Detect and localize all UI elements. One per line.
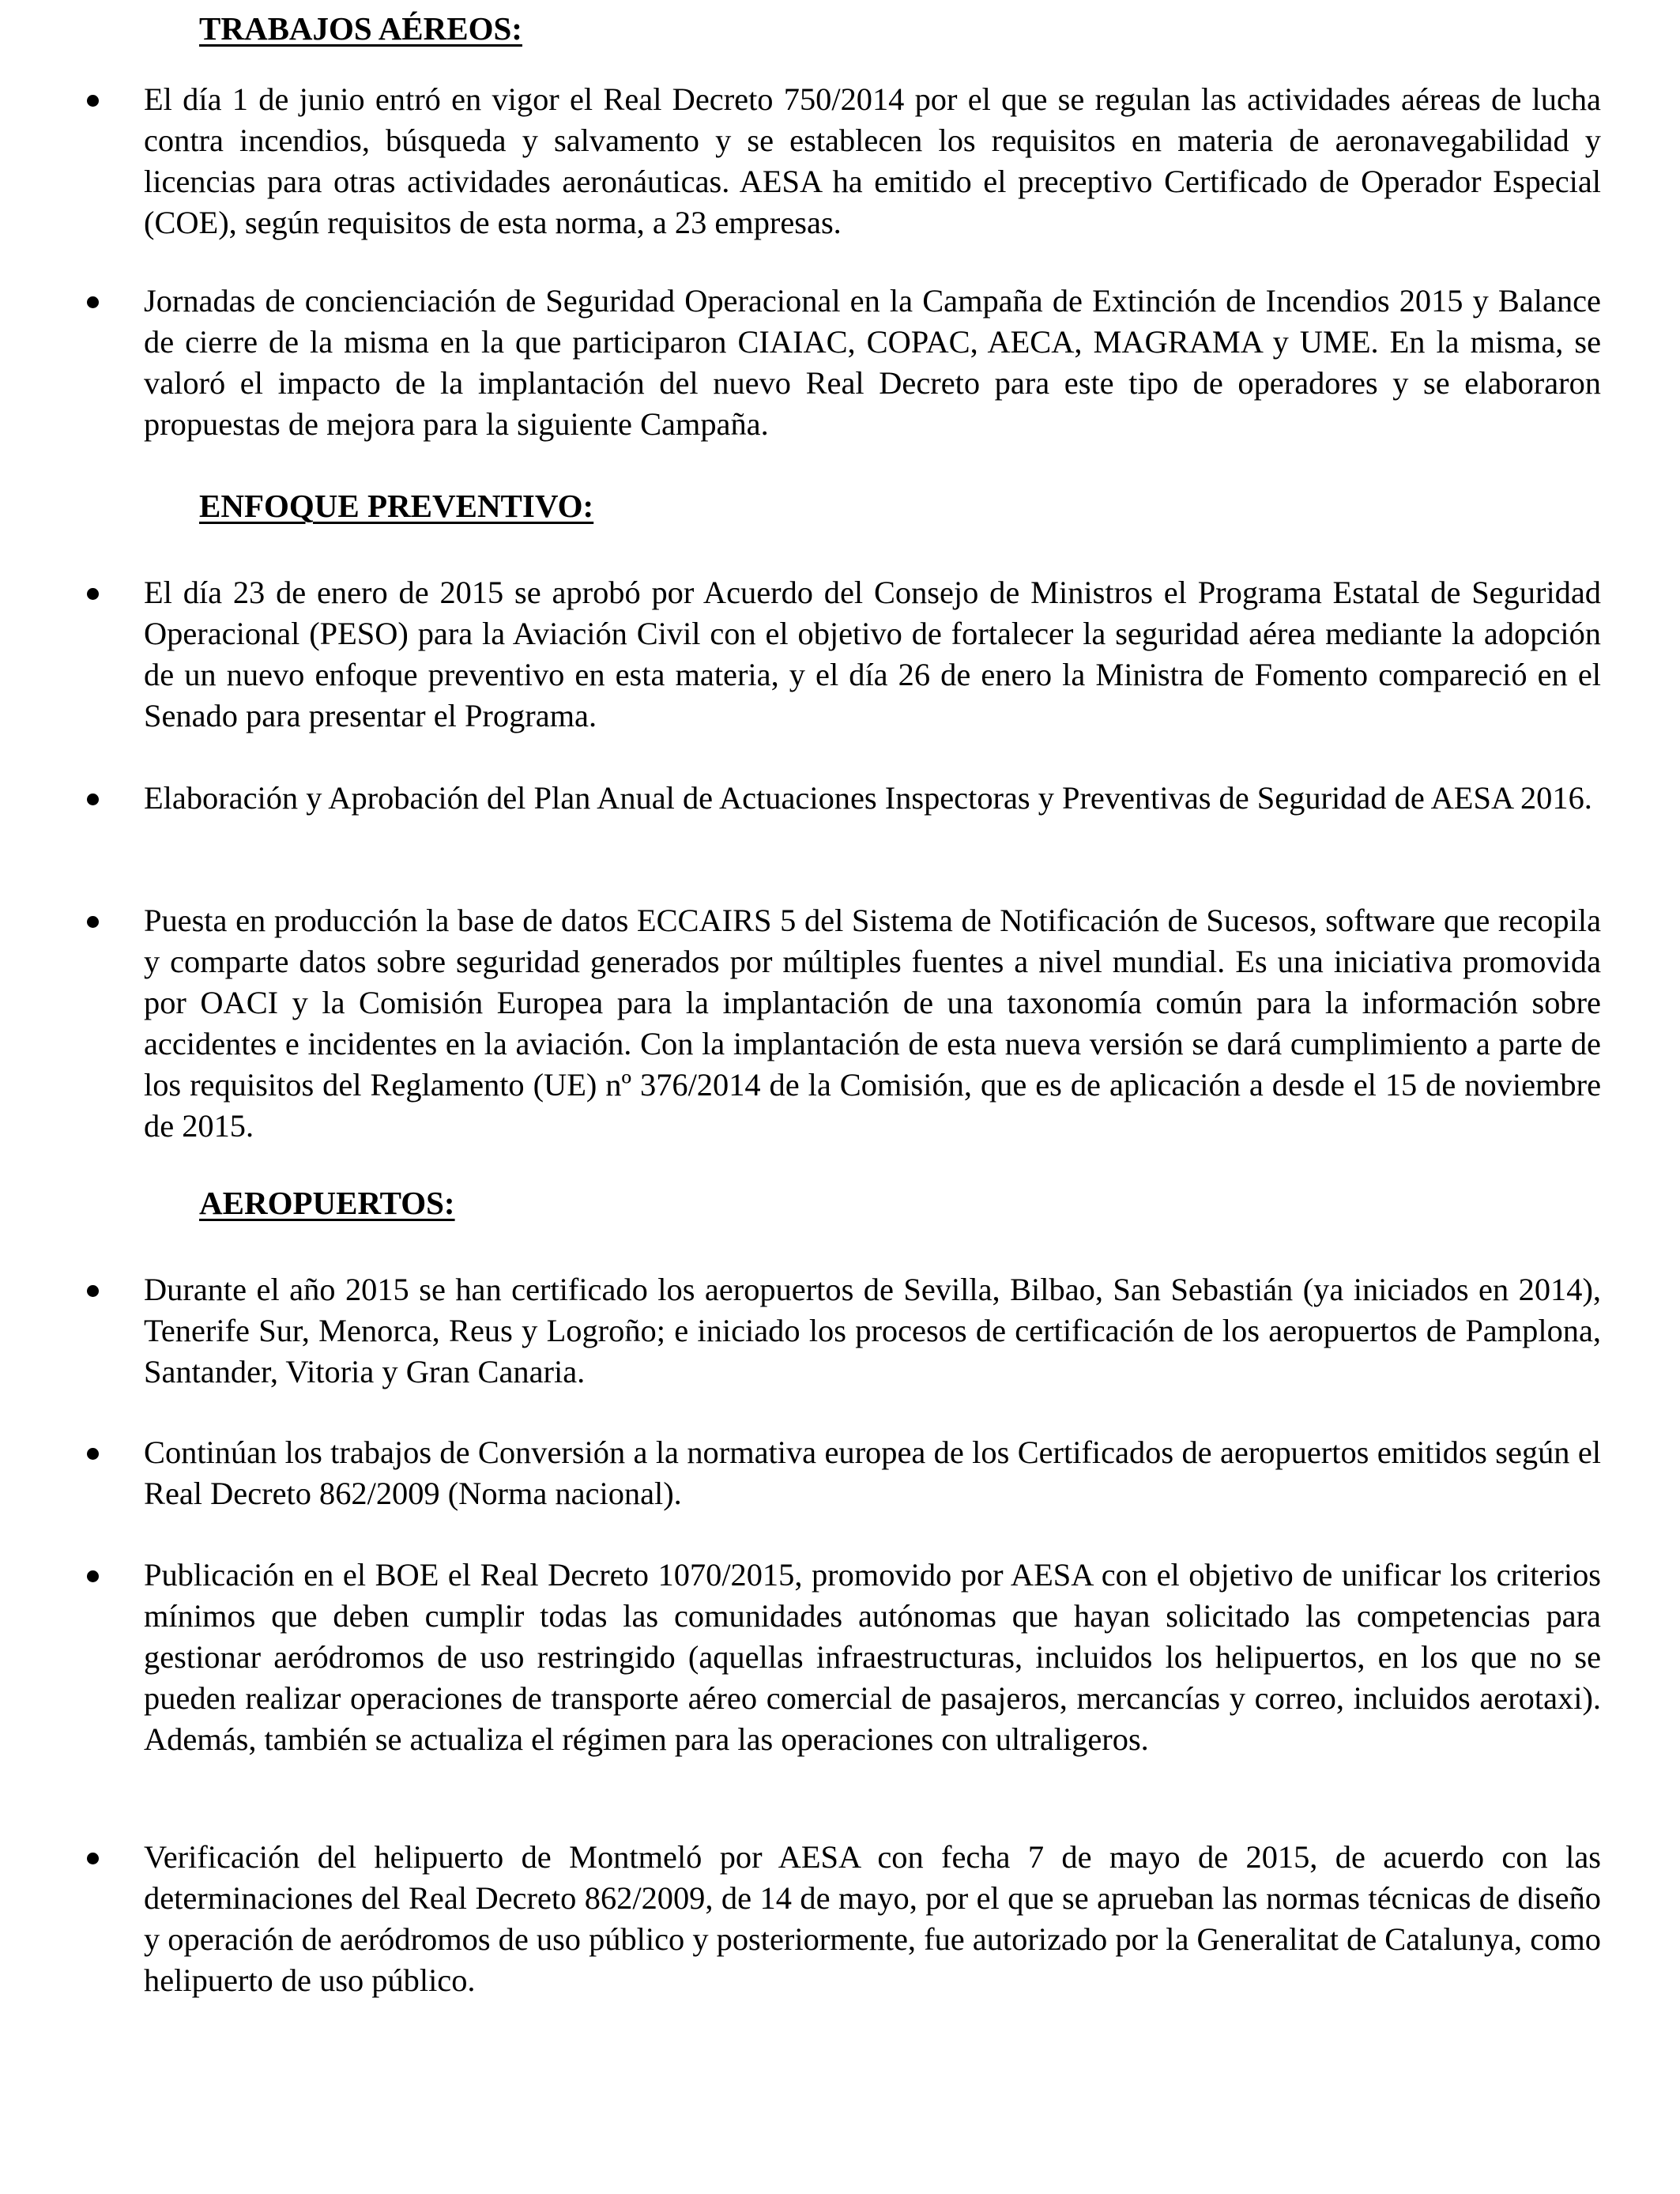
paragraph: Puesta en producción la base de datos ECCAIRS 5 del Sistema de Notificación de Sucesos, software que recopila y comparte datos sobre seguridad generados por múltiples fuentes a nivel mundial. Es una iniciativa promovida por OACI y la Comisión Europea para la implantación de una taxonomía común para la información sobre accidentes e incidentes en la aviación. Con la implantación de esta nueva versión se dará cumplimiento a parte de los requisitos del Reglamento (UE) nº 376/2014 de la Comisión, que es de aplicación a desde el 15 de noviembre de 2015. [144,903,1601,1144]
section-heading-enfoque-preventivo: ENFOQUE PREVENTIVO: [199,488,594,524]
paragraph: Continúan los trabajos de Conversión a la normativa europea de los Certificados de aeropuertos emitidos según el Real Decreto 862/2009 (Norma nacional). [144,1434,1601,1511]
bullet-icon [87,794,99,805]
bullet-icon [87,916,99,928]
bullet-icon [87,1570,99,1582]
list-item [87,1555,1601,1760]
paragraph: Elaboración y Aprobación del Plan Anual de Actuaciones Inspectoras y Preventivas de Seguridad de AESA 2016. [144,780,1592,816]
paragraph: El día 1 de junio entró en vigor el Real Decreto 750/2014 por el que se regulan las actividades aéreas de lucha contra incendios, búsqueda y salvamento y se establecen los requisitos en materia de aeronavegabilidad y licencias para otras actividades aeronáuticas. AESA ha emitido el preceptivo Certificado de Operador Especial (COE), según requisitos de esta norma, a 23 empresas. [144,81,1601,240]
section-heading-trabajos-aereos: TRABAJOS AÉREOS: [199,10,522,47]
list-item [87,1432,1601,1514]
paragraph: Jornadas de concienciación de Seguridad Operacional en la Campaña de Extinción de Incendios 2015 y Balance de cierre de la misma en la que participaron CIAIAC, COPAC, AECA, MAGRAMA y UME. En la misma, se valoró el impacto de la implantación del nuevo Real Decreto para este tipo de operadores y se elaboraron propuestas de mejora para la siguiente Campaña. [144,283,1601,442]
bullet-icon [87,1448,99,1460]
list-item [87,1837,1601,2001]
paragraph: El día 23 de enero de 2015 se aprobó por Acuerdo del Consejo de Ministros el Programa Estatal de Seguridad Operacional (PESO) para la Aviación Civil con el objetivo de fortalecer la seguridad aérea mediante la adopción de un nuevo enfoque preventivo en esta materia, y el día 26 de enero la Ministra de Fomento compareció en el Senado para presentar el Programa. [144,575,1601,733]
bullet-icon [87,1285,99,1297]
list-item [87,572,1601,737]
paragraph: Publicación en el BOE el Real Decreto 1070/2015, promovido por AESA con el objetivo de unificar los criterios mínimos que deben cumplir todas las comunidades autónomas que hayan solicitado las competencias para gestionar aeródromos de uso restringido (aquellas infraestructuras, incluidos los helipuertos, en los que no se pueden realizar operaciones de transporte aéreo comercial de pasajeros, mercancías y correo, incluidos aerotaxi). Además, también se actualiza el régimen para las operaciones con ultraligeros. [144,1557,1601,1757]
bullet-icon [87,95,99,107]
bullet-icon [87,1853,99,1864]
section-heading-aeropuertos: AEROPUERTOS: [199,1185,455,1221]
list-item [87,281,1601,445]
bullet-icon [87,296,99,308]
list-item [87,79,1601,243]
paragraph: Verificación del helipuerto de Montmeló por AESA con fecha 7 de mayo de 2015, de acuerdo con las determinaciones del Real Decreto 862/2009, de 14 de mayo, por el que se aprueban las normas técnicas de diseño y operación de aeródromos de uso público y posteriormente, fue autorizado por la Generalitat de Catalunya, como helipuerto de uso público. [144,1839,1601,1998]
bullet-icon [87,588,99,600]
list-item [87,1269,1601,1393]
paragraph: Durante el año 2015 se han certificado los aeropuertos de Sevilla, Bilbao, San Sebastián (ya iniciados en 2014), Tenerife Sur, Menorca, Reus y Logroño; e iniciado los procesos de certificación de los aeropuertos de Pamplona, Santander, Vitoria y Gran Canaria. [144,1272,1601,1389]
list-item [87,778,1601,819]
list-item [87,900,1601,1147]
